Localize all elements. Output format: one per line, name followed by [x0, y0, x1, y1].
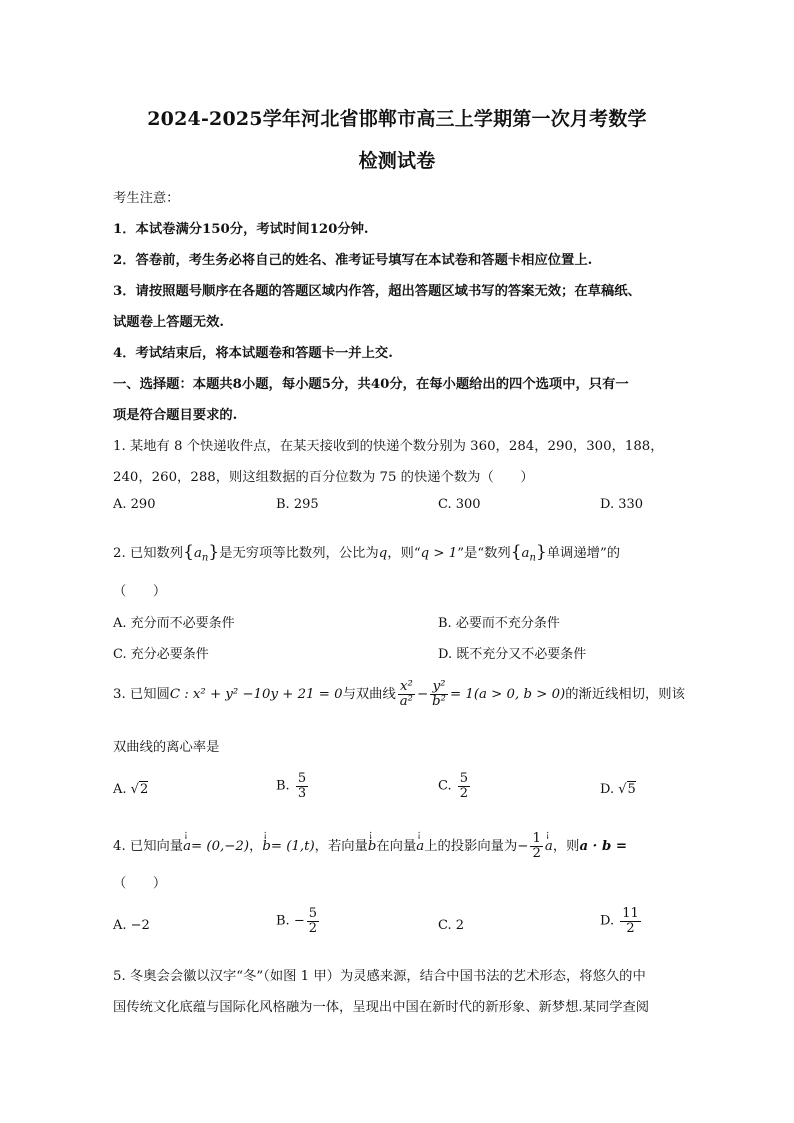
q2-seq-sub: n — [201, 552, 209, 564]
section1-heading-cont: 项是符合题目要求的. — [113, 408, 238, 423]
question-2-option-a: A. 充分而不必要条件 — [113, 616, 235, 631]
sqrt-symbol: √2 — [130, 782, 149, 797]
q3-opt-c-den: 2 — [459, 785, 469, 801]
option-d-label: D. — [600, 782, 615, 797]
q2-seq: a — [193, 546, 202, 561]
q4-prefix: 4. 已知向量 — [113, 838, 184, 854]
notice-heading: 考生注意： — [113, 191, 180, 206]
question-4-option-d — [600, 907, 643, 935]
exam-title-line2: 检测试卷 — [358, 150, 436, 172]
q4-opt-b-frac — [307, 907, 319, 935]
q2-mid3: ”是“数列 — [457, 546, 511, 561]
q4-vec-a: ¡ a — [183, 839, 191, 854]
question-1-line1: 1. 某地有 8 个快递收件点，在某天接收到的快递个数分别为 360，284，290，300，188， — [113, 439, 664, 454]
q4-vec-b-2: ¡ b — [368, 839, 377, 854]
question-3-line2: 双曲线的离心率是 — [113, 740, 220, 755]
q4-comma: ， — [249, 838, 263, 854]
question-3-option-c — [438, 772, 472, 800]
notice-item-3-cont: 试题卷上答题无效. — [113, 315, 225, 330]
q3-frac1-den: a² — [399, 693, 414, 709]
q3-hyp-frac1 — [398, 680, 415, 709]
q3-mid: 与双曲线 — [342, 686, 396, 702]
section1-heading: 一、选择题：本题共8小题，每小题5分，共40分，在每小题给出的四个选项中，只有一 — [113, 377, 629, 392]
q4-vec-b: ¡ b — [262, 839, 271, 854]
q2-condition: q > 1 — [420, 546, 458, 561]
question-1-option-a: A. 290 — [113, 497, 156, 512]
q3-frac2-num: y² — [430, 680, 448, 695]
option-c-label: C. — [438, 778, 452, 794]
notice-item-4: 4．考试结束后，将本试题卷和答题卡一并上交. — [113, 346, 393, 361]
question-4-option-c: C. 2 — [438, 918, 465, 933]
question-5-line1: 5. 冬奥会会徽以汉字“冬”（如图 1 甲）为灵感来源，结合中国书法的艺术形态，将悠久的中 — [113, 969, 646, 984]
question-2-paren: （ ） — [113, 584, 167, 599]
q4-mid3: 上的投影向量为 — [424, 838, 518, 854]
question-1-option-c: C. 300 — [438, 497, 481, 512]
q3-tail: 的渐近线相切，则该 — [565, 686, 685, 702]
question-3-option-b — [276, 772, 310, 800]
right-brace: } — [208, 542, 220, 562]
question-3-line1: 3. 已知圆C : x² + y² −10y + 21 = 0与双曲线 $\frac{\text{x²}}{\text{a²}}$ − $\frac{\text{y²}}{\text{b²}}$ = 1(a > 0, b > 0)的渐近线相切，则该 — [113, 679, 685, 709]
q4-frac-den: 2 — [532, 845, 541, 861]
notice-item-1: 1．本试卷满分150分，考试时间120分钟. — [113, 222, 369, 237]
notice-item-3: 3．请按照题号顺序在各题的答题区域内作答，超出答题区域书写的答案无效；在草稿纸、 — [113, 284, 641, 299]
q4-eq-a: = (0,−2) — [191, 838, 250, 854]
q2-mid2: ，则“ — [387, 546, 421, 561]
q3-circle: C : x² + y² −10y + 21 = 0 — [169, 686, 343, 702]
q4-opt-d-den: 2 — [626, 920, 635, 936]
q3-opt-b-num: 5 — [297, 771, 307, 786]
q3-prefix: 3. 已知圆 — [113, 686, 170, 702]
q3-hyp-frac2 — [430, 680, 448, 709]
question-3-option-a — [113, 782, 148, 797]
q4-minus: − — [517, 838, 529, 854]
q4-frac — [530, 832, 542, 861]
question-2-option-d: D. 既不充分又不必要条件 — [438, 647, 587, 662]
left-brace: { — [183, 542, 194, 562]
q4-opt-b-den: 2 — [308, 920, 318, 936]
right-brace-2: } — [535, 542, 547, 562]
question-1-option-d: D. 330 — [600, 497, 644, 512]
q3-opt-d-rad: 5 — [627, 782, 636, 797]
q2-tail: 单调递增”的 — [546, 546, 621, 561]
q4-opt-b-minus: − — [293, 913, 305, 929]
question-2-line1 — [113, 542, 620, 564]
q2-seq-sub-2: n — [529, 552, 536, 564]
q4-mid2: 在向量 — [376, 838, 417, 854]
q3-opt-b-frac — [296, 772, 308, 800]
q4-tail: ，则 — [552, 838, 580, 854]
q3-opt-b-den: 3 — [297, 785, 307, 801]
option-b-label: B. — [276, 913, 290, 929]
q4-frac-num: 1 — [532, 831, 541, 846]
question-1-line2: 240，260，288，则这组数据的百分位数为 75 的快递个数为（ ） — [113, 470, 534, 485]
q4-eq-b: = (1,t) — [270, 838, 315, 854]
left-brace-2: { — [510, 542, 522, 562]
q2-ratio: q — [378, 546, 388, 561]
q4-dot-product: a · b = — [579, 838, 628, 854]
q3-frac2-den: b² — [432, 693, 447, 709]
option-a-label: A. — [113, 782, 127, 797]
question-4-option-a: A. −2 — [113, 918, 150, 933]
q4-opt-b-num: 5 — [308, 906, 318, 921]
notice-item-2: 2．答卷前，考生务必将自己的姓名、准考证号填写在本试卷和答题卡相应位置上. — [113, 253, 593, 268]
question-2-option-b: B. 必要而不充分条件 — [438, 616, 560, 631]
q2-seq-2: a — [521, 546, 530, 561]
question-4-paren: （ ） — [113, 876, 167, 891]
question-4-line1 — [113, 832, 627, 861]
q3-opt-c-num: 5 — [459, 771, 469, 786]
question-4-option-b — [276, 907, 321, 935]
q4-vec-a-3: ¡ a — [545, 839, 553, 854]
sqrt-symbol: √5 — [618, 782, 636, 797]
q4-mid: ，若向量 — [314, 838, 368, 854]
q4-opt-d-num: 11 — [622, 906, 639, 921]
question-1-option-b: B. 295 — [276, 497, 319, 512]
q4-vec-a-2: ¡ a — [416, 839, 424, 854]
question-3-option-d — [600, 782, 636, 797]
exam-title-line1: 2024-2025学年河北省邯郸市高三上学期第一次月考数学 — [147, 108, 647, 130]
q3-opt-c-frac — [458, 772, 470, 800]
question-5-line2: 国传统文化底蕴与国际化风格融为一体，呈现出中国在新时代的新形象、新梦想.某同学查阅 — [113, 1000, 650, 1015]
q3-frac1-num: x² — [398, 680, 415, 695]
q2-prefix: 2. 已知数列 — [113, 546, 184, 561]
q3-hyp-tail: = 1(a > 0, b > 0) — [450, 686, 566, 702]
option-d-label: D. — [600, 913, 615, 929]
question-2-option-c: C. 充分必要条件 — [113, 647, 209, 662]
q4-opt-d-frac — [620, 907, 641, 935]
option-b-label: B. — [276, 778, 290, 794]
q3-opt-a-rad: 2 — [139, 782, 149, 797]
q2-mid: 是无穷项等比数列，公比为 — [219, 546, 379, 561]
